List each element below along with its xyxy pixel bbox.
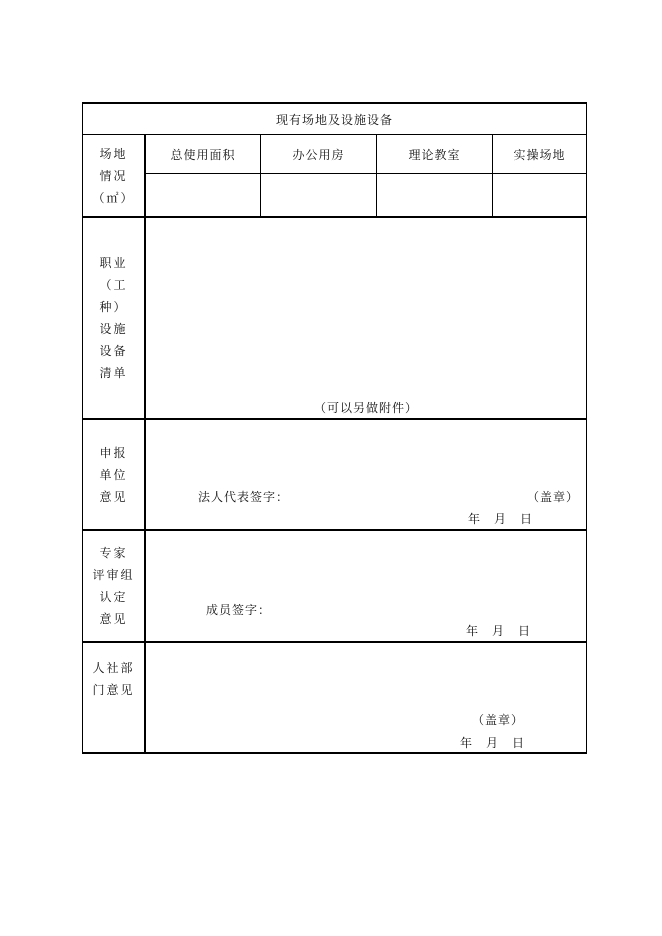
- attachment-note: （可以另做附件）: [313, 401, 418, 415]
- equipment-label: [83, 218, 144, 418]
- equipment-label-line-2: （工: [99, 278, 128, 292]
- total-area-input-cell[interactable]: [146, 174, 260, 216]
- venue-label-line-2: 情况: [99, 168, 128, 183]
- venue-label-line-1: 场地: [99, 146, 128, 161]
- border-top: [82, 102, 587, 104]
- expert-label: [83, 531, 144, 641]
- border-right: [586, 102, 587, 754]
- practical-site-input-cell[interactable]: [493, 174, 586, 216]
- form-title: 现有场地及设施设备: [275, 113, 393, 127]
- theory-classroom-input-cell[interactable]: [377, 174, 492, 216]
- hr-seal-label: （盖章）: [472, 713, 525, 727]
- rule-below-title: [82, 134, 587, 135]
- office-rooms-input-cell[interactable]: [261, 174, 376, 216]
- expert-label-line-3: 认定: [99, 590, 128, 604]
- equipment-label-line-3: 种）: [99, 300, 128, 314]
- applicant-label-line-1: 申报: [99, 445, 128, 460]
- expert-label-line-2: 评审组: [92, 568, 135, 582]
- hr-label-line-2: 门意见: [92, 682, 135, 697]
- equipment-label-line-4: 设施: [99, 322, 128, 336]
- applicant-seal-label: （盖章）: [527, 490, 580, 504]
- applicant-label-line-3: 意见: [99, 489, 128, 504]
- expert-label-line-4: 意见: [99, 612, 128, 626]
- applicant-label: [83, 420, 144, 529]
- equipment-label-line-6: 清单: [99, 366, 128, 380]
- equipment-label-line-1: 职业: [99, 256, 128, 270]
- hr-label-line-1: 人社部: [92, 660, 135, 675]
- applicant-label-line-2: 单位: [99, 467, 128, 482]
- equipment-label-line-5: 设备: [99, 344, 128, 358]
- legal-representative-signature-label: 法人代表签字：: [198, 490, 290, 504]
- column-header-practical-site: 实操场地: [513, 148, 566, 162]
- column-header-office-rooms: 办公用房: [292, 148, 345, 162]
- expert-date: 年 月 日: [466, 624, 532, 638]
- equipment-list-input-area[interactable]: [146, 218, 586, 418]
- member-signature-label: 成员签字：: [206, 603, 272, 617]
- hr-label: [83, 643, 144, 752]
- applicant-date: 年 月 日: [468, 512, 534, 526]
- column-header-theory-classroom: 理论教室: [408, 148, 461, 162]
- expert-label-line-1: 专家: [99, 546, 128, 560]
- venue-label: [83, 135, 144, 216]
- venue-label-line-3: （㎡）: [92, 190, 135, 205]
- border-bottom: [82, 752, 587, 754]
- column-header-total-area: 总使用面积: [170, 148, 236, 162]
- hr-date: 年 月 日: [460, 736, 526, 750]
